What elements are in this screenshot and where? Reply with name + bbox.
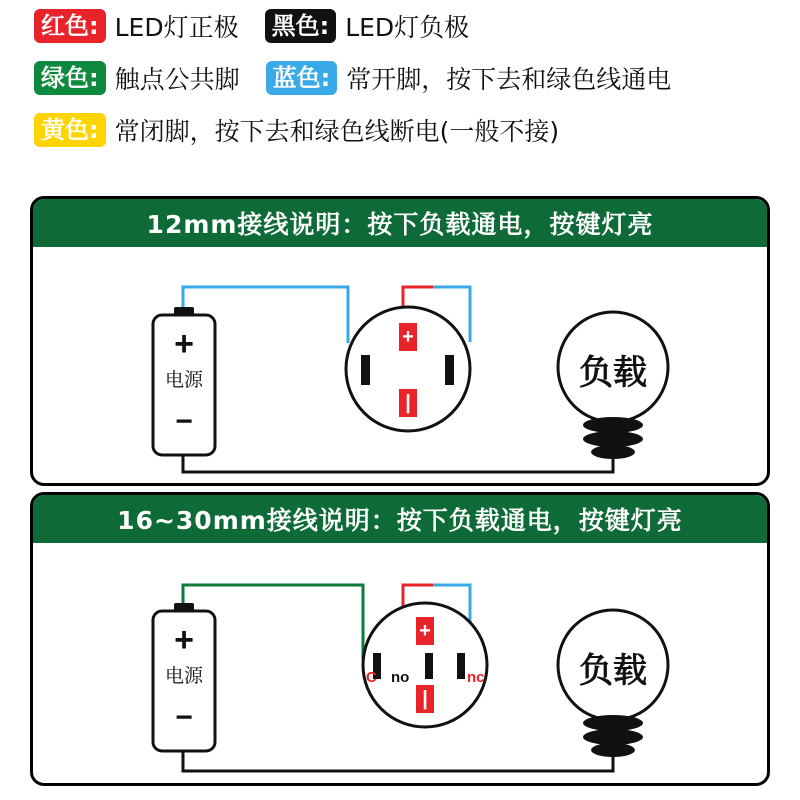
legend-tag-black: 黑色: [265, 9, 337, 43]
button-plus-label-12mm: + [402, 326, 414, 348]
battery-minus-16mm: − [175, 701, 193, 734]
battery-minus-12mm: − [175, 405, 193, 438]
terminal-label-c: C [366, 669, 377, 686]
terminal-nc-contact [457, 653, 465, 679]
battery-plus-12mm: + [174, 325, 194, 363]
button-plus-label-16mm: + [419, 620, 431, 642]
button-minus-label-16mm: | [422, 688, 428, 710]
button-left-contact [361, 355, 370, 385]
battery-cap [174, 603, 194, 612]
panel-12mm [30, 196, 770, 486]
battery-cap [174, 307, 194, 316]
bulb-base-3 [591, 445, 635, 459]
panel-12mm-title: 12mm接线说明：按下负载通电，按键灯亮 [146, 210, 654, 239]
black-wire [183, 746, 613, 771]
legend-text-black: LED灯负极 [345, 13, 470, 42]
button-minus-label-12mm: | [405, 392, 411, 414]
battery-label-12mm: 电源 [164, 369, 203, 391]
battery-plus-16mm: + [174, 621, 194, 659]
legend-tag-yellow: 黄色: [34, 113, 106, 147]
panel-16-30mm-header [33, 495, 767, 543]
panel-16-30mm-title: 16~30mm接线说明：按下负载通电，按键灯亮 [117, 506, 683, 535]
bulb-base-2 [583, 431, 643, 447]
bulb-base-2 [583, 729, 643, 745]
legend-row-2 [0, 52, 800, 104]
legend-tag-red: 红色: [34, 9, 106, 43]
black-wire [183, 447, 613, 472]
panel-16-30mm [30, 492, 770, 786]
load-label-16mm: 负载 [579, 651, 647, 691]
legend-text-green: 触点公共脚 [114, 65, 240, 94]
legend-text-blue: 常开脚，按下去和绿色线通电 [346, 65, 672, 94]
legend-text-red: LED灯正极 [114, 13, 239, 42]
legend-tag-green: 绿色: [34, 61, 106, 95]
legend-tag-blue: 蓝色: [266, 61, 338, 95]
panel-12mm-header [33, 199, 767, 247]
terminal-no-contact [425, 653, 433, 679]
panel-12mm-body [33, 247, 767, 483]
button-right-contact [445, 355, 454, 385]
bulb-base-1 [583, 715, 643, 731]
legend-block [0, 0, 800, 186]
legend-row-1 [0, 0, 800, 52]
legend-row-3 [0, 104, 800, 156]
load-label-12mm: 负载 [579, 353, 647, 393]
battery-label-16mm: 电源 [164, 665, 203, 687]
terminal-label-no: no [391, 669, 410, 686]
terminal-label-nc: nc [467, 669, 485, 686]
bulb-base-3 [591, 743, 635, 757]
bulb-base-1 [583, 417, 643, 433]
legend-text-yellow: 常闭脚，按下去和绿色线断电(一般不接) [114, 117, 560, 146]
panel-16-30mm-body [33, 543, 767, 783]
